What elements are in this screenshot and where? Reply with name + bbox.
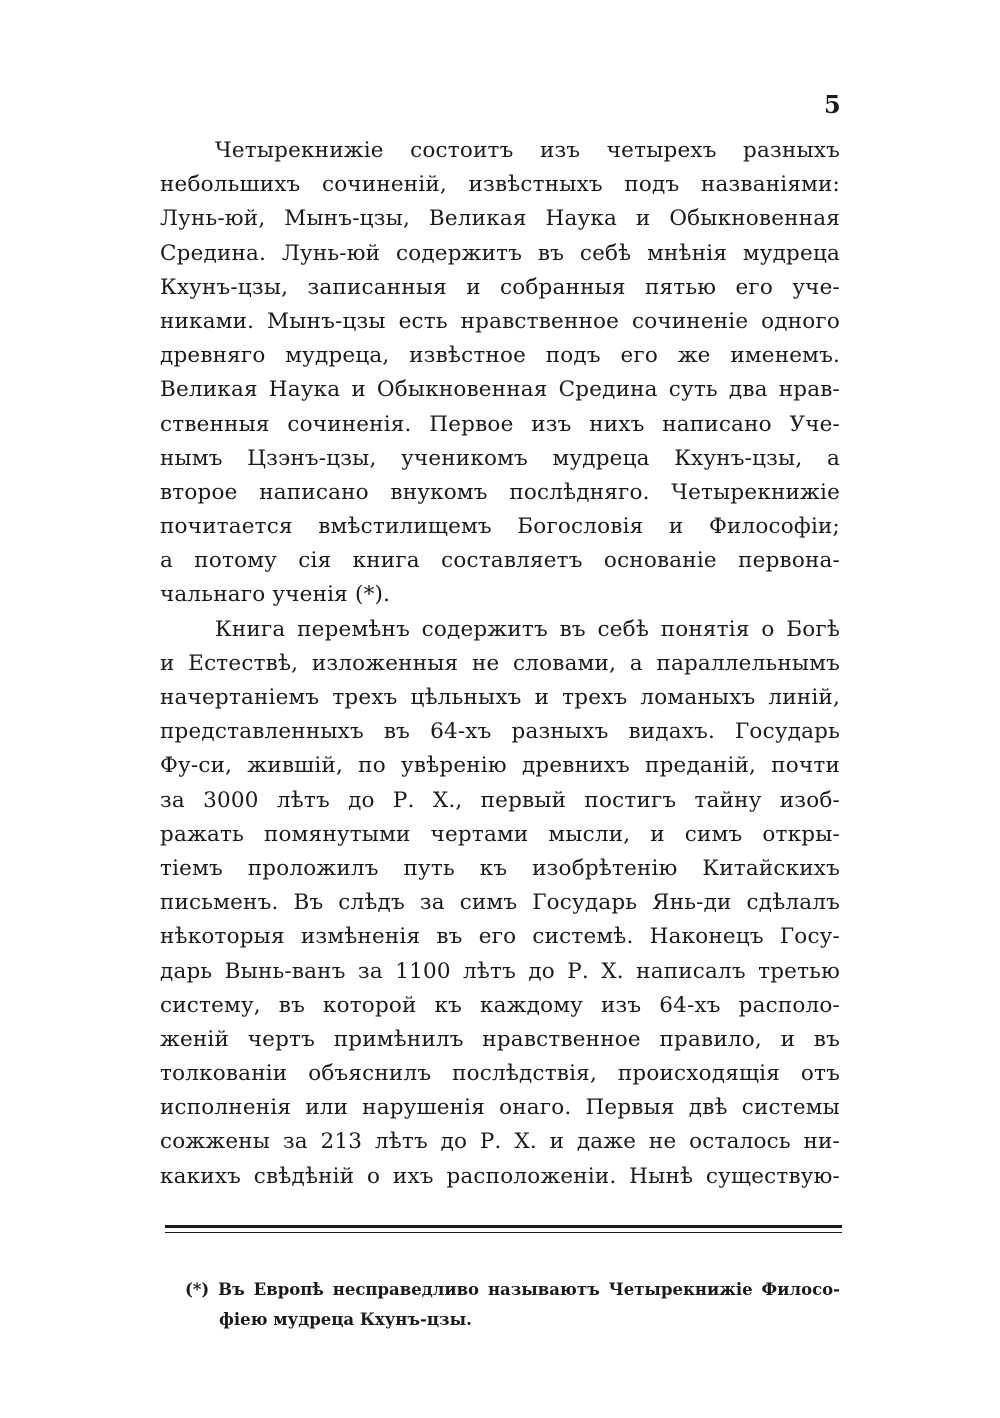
text-line: а потому сія книга составляетъ основаніе первона- [160,548,840,574]
text-line: древняго мудреца, извѣстное подъ его же именемъ. [160,343,840,369]
page-number: 5 [824,90,841,119]
text-line: дарь Вынь-ванъ за 1100 лѣтъ до Р. Х. написалъ третью [160,958,840,984]
text-line: за 3000 лѣтъ до Р. Х., первый постигъ тайну изоб- [160,787,840,813]
footnote-line: фіею мудреца Кхунъ-цзы. [219,1310,472,1329]
text-line: какихъ свѣдѣній о ихъ расположеніи. Нынѣ существую- [160,1163,840,1189]
text-line: Великая Наука и Обыкновенная Средина суть два нрав- [160,377,840,403]
body-text [160,134,840,1194]
text-line: почитается вмѣстилищемъ Богословія и Философіи; [160,514,840,540]
text-line: Четырекнижіе состоитъ изъ четырехъ разныхъ [215,138,840,163]
text-line: письменъ. Въ слѣдъ за симъ Государь Янь-ди сдѣлалъ [160,890,840,916]
text-line: Фу-си, жившій, по увѣренію древнихъ преданій, почти [160,753,840,779]
footnote [185,1275,840,1335]
text-line: никами. Мынъ-цзы есть нравственное сочиненіе одного [160,308,840,334]
text-line: начертаніемъ трехъ цѣльныхъ и трехъ ломаныхъ линій, [160,685,840,710]
text-line: тіемъ проложилъ путь къ изобрѣтенію Китайскихъ [160,855,840,881]
text-line: Кхунъ-цзы, записанныя и собранныя пятью его уче- [160,274,840,300]
text-line: представленныхъ въ 64-хъ разныхъ видахъ. Государь [160,719,840,745]
text-line: систему, въ которой къ каждому изъ 64-хъ располо- [160,992,840,1018]
text-line: нымъ Цзэнъ-цзы, ученикомъ мудреца Кхунъ-цзы, а [160,445,840,471]
text-line: небольшихъ сочиненій, извѣстныхъ подъ названіями: [160,172,840,198]
footnote-line: (*) Въ Европѣ несправедливо называютъ Четырекнижіе Филосо- [185,1280,840,1299]
text-line: Лунь-юй, Мынъ-цзы, Великая Наука и Обыкновенная [160,206,840,232]
text-line: чальнаго ученія (*). [160,582,391,608]
text-line: нѣкоторыя измѣненія въ его системѣ. Наконецъ Госу- [160,924,840,950]
text-line: Книга перемѣнъ содержитъ въ себѣ понятія о Богѣ [215,616,840,642]
text-line: Средина. Лунь-юй содержитъ въ себѣ мнѣнія мудреца [160,240,840,266]
footnote-divider-thin [165,1232,842,1233]
text-line: женій чертъ примѣнилъ нравственное правило, и въ [160,1026,840,1052]
text-line: ственныя сочиненія. Первое изъ нихъ написано Уче- [160,411,840,437]
text-line: исполненія или нарушенія онаго. Первыя двѣ системы [160,1095,840,1121]
text-line: толкованіи объяснилъ послѣдствія, происходящія отъ [160,1061,840,1087]
text-line: второе написано внукомъ послѣдняго. Четырекнижіе [160,479,840,505]
footnote-divider [165,1225,842,1228]
text-line: и Естествѣ, изложенныя не словами, а параллельнымъ [160,650,840,676]
text-line: сожжены за 213 лѣтъ до Р. Х. и даже не осталось ни- [160,1129,840,1155]
text-line: ражать помянутыми чертами мысли, и симъ откры- [160,821,840,847]
